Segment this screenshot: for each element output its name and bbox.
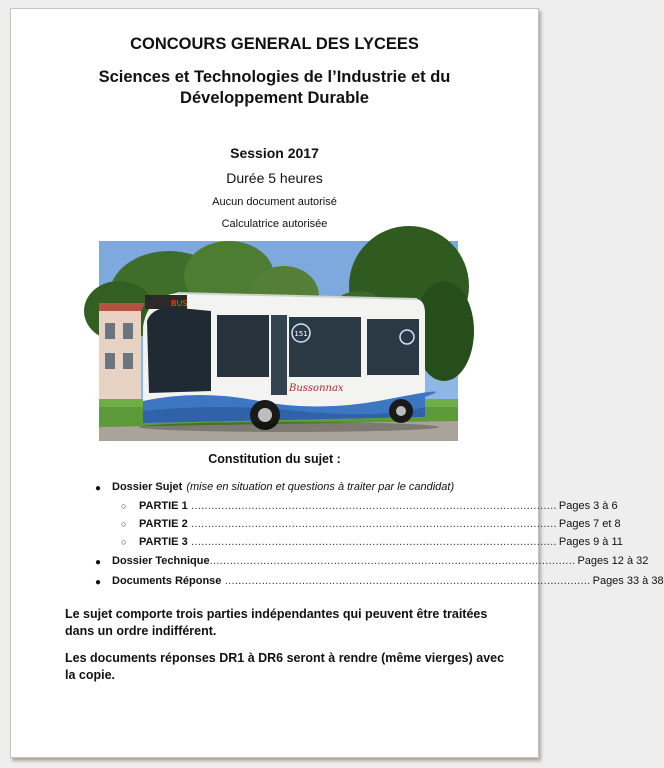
toc-partie-3: [139, 536, 623, 548]
calculator-rule: Calculatrice autorisée: [221, 218, 328, 230]
dot-leader: .............................................................................................................: [221, 575, 591, 587]
toc-dossier-sujet: [112, 481, 454, 493]
document-page: [10, 8, 664, 758]
dot-leader: .............................................................................................................: [187, 536, 557, 548]
bus-brand-text: Bussonnax: [289, 383, 344, 394]
toc-note: (mise en situation et questions à traiter par le candidat): [186, 481, 455, 493]
toc-pages: Pages 7 et 8: [558, 518, 621, 530]
bus-number-text: 151: [294, 330, 308, 338]
toc-dossier-technique: [112, 555, 649, 567]
dot-leader: .............................................................................................................: [187, 518, 557, 530]
toc-documents-reponse: [112, 575, 664, 587]
duration-label: Durée 5 heures: [226, 170, 323, 186]
documents-rule: Aucun document autorisé: [212, 196, 337, 208]
session-label: Session 2017: [230, 145, 319, 161]
page-title: CONCOURS GENERAL DES LYCEES: [130, 35, 419, 53]
bullet-icon: ●: [95, 483, 102, 494]
bus-photo: [99, 241, 458, 441]
toc-label: Dossier Sujet: [112, 481, 183, 493]
bus-destination-text: BUS: [171, 299, 188, 308]
toc-label: Dossier Technique: [112, 555, 210, 567]
toc-partie-1: [139, 500, 618, 512]
circle-bullet-icon: ○: [121, 519, 127, 529]
toc-pages: Pages 3 à 6: [558, 500, 618, 512]
toc-label: PARTIE 3: [139, 536, 188, 548]
toc-pages: Pages 9 à 11: [558, 536, 623, 548]
subtitle-line-1: Sciences et Technologies de l’Industrie et du: [98, 68, 451, 86]
toc-label: PARTIE 2: [139, 518, 188, 530]
bullet-icon: ●: [95, 577, 102, 588]
constitution-title: Constitution du sujet :: [208, 452, 341, 466]
toc-label: Documents Réponse: [112, 575, 222, 587]
note-answer-documents: Les documents réponses DR1 à DR6 seront à rendre (même vierges) avec la copie.: [65, 651, 505, 682]
dot-leader: .............................................................................................................: [187, 500, 557, 512]
toc-partie-2: [139, 518, 621, 530]
circle-bullet-icon: ○: [121, 501, 127, 511]
dot-leader: .............................................................................................................: [209, 555, 576, 567]
toc-label: PARTIE 1: [139, 500, 188, 512]
bullet-icon: ●: [95, 557, 102, 568]
circle-bullet-icon: ○: [121, 537, 127, 547]
note-independent-parts: Le sujet comporte trois parties indépendantes qui peuvent être traitées dans un ordre indifférent.: [65, 607, 488, 638]
toc-pages: Pages 33 à 38: [592, 575, 664, 587]
subtitle-line-2: Développement Durable: [180, 89, 369, 107]
toc-pages: Pages 12 à 32: [577, 555, 649, 567]
